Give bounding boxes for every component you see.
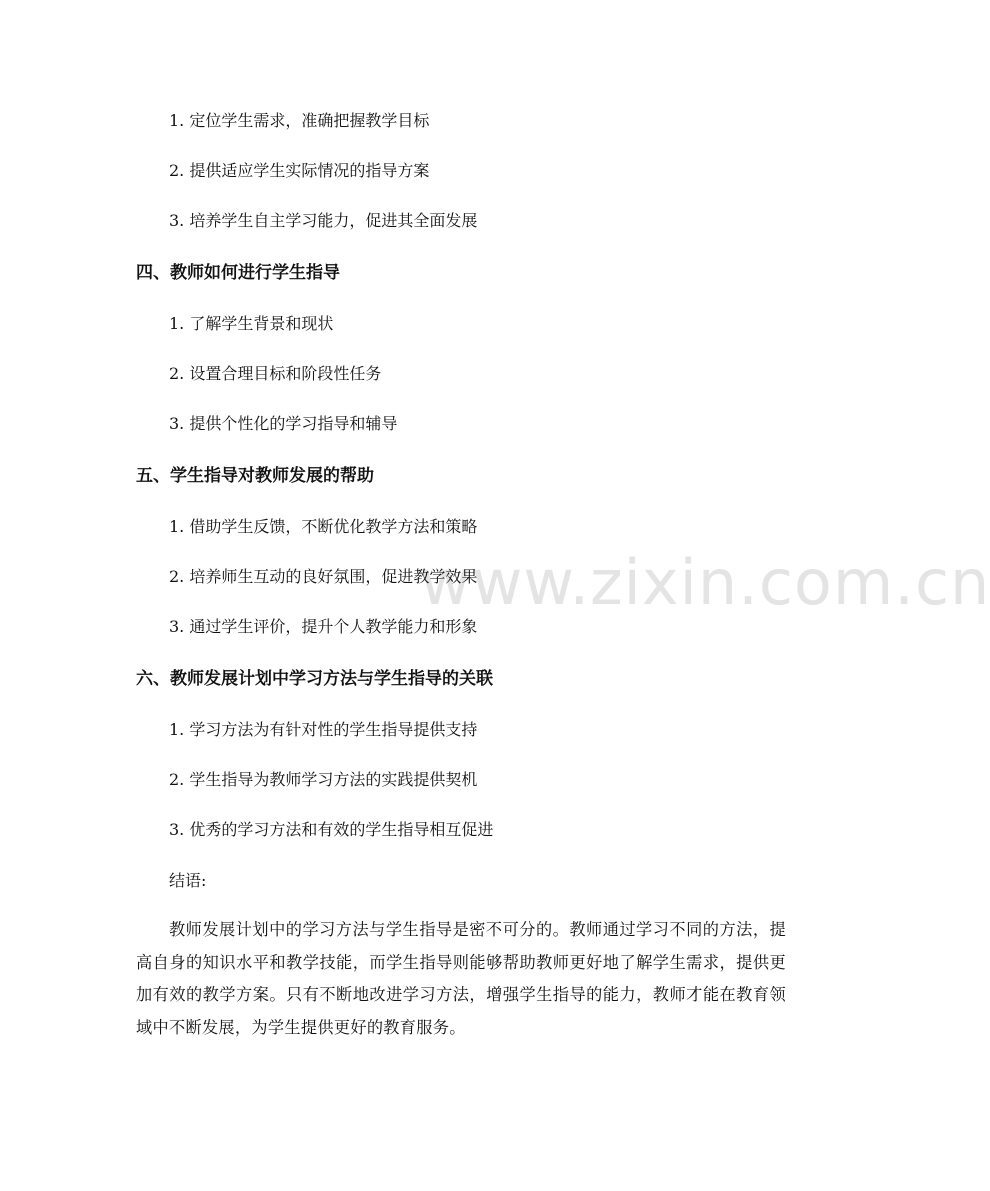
list-item: 1. 了解学生背景和现状 (169, 314, 334, 333)
list-item: 2. 提供适应学生实际情况的指导方案 (169, 161, 430, 180)
list-item: 3. 通过学生评价，提升个人教学能力和形象 (169, 617, 478, 636)
list-item: 3. 培养学生自主学习能力，促进其全面发展 (169, 211, 478, 230)
list-item: 1. 定位学生需求，准确把握教学目标 (169, 111, 430, 130)
list-item: 2. 培养师生互动的良好氛围，促进教学效果 (169, 567, 478, 586)
watermark: www.zixin.com.cn (420, 546, 990, 619)
conclusion-paragraph: 教师发展计划中的学习方法与学生指导是密不可分的。教师通过学习不同的方法，提高自身的知识水平和教学技能，而学生指导则能够帮助教师更好地了解学生需求，提供更加有效的教学方案。只有不断地改进学习方法，增强学生指导的能力，教师才能在教育领域中不断发展，为学生提供更好的教育服务。 (136, 920, 786, 1037)
conclusion-label: 结语: (169, 871, 207, 890)
list-item: 1. 学习方法为有针对性的学生指导提供支持 (169, 720, 478, 739)
list-item: 3. 优秀的学习方法和有效的学生指导相互促进 (169, 820, 494, 839)
section-heading: 四、教师如何进行学生指导 (136, 263, 340, 283)
list-item: 2. 设置合理目标和阶段性任务 (169, 364, 382, 383)
list-item: 1. 借助学生反馈，不断优化教学方法和策略 (169, 517, 478, 536)
section-heading: 六、教师发展计划中学习方法与学生指导的关联 (136, 669, 493, 689)
list-item: 2. 学生指导为教师学习方法的实践提供契机 (169, 770, 478, 789)
section-heading: 五、学生指导对教师发展的帮助 (136, 466, 374, 486)
list-item: 3. 提供个性化的学习指导和辅导 (169, 414, 398, 433)
